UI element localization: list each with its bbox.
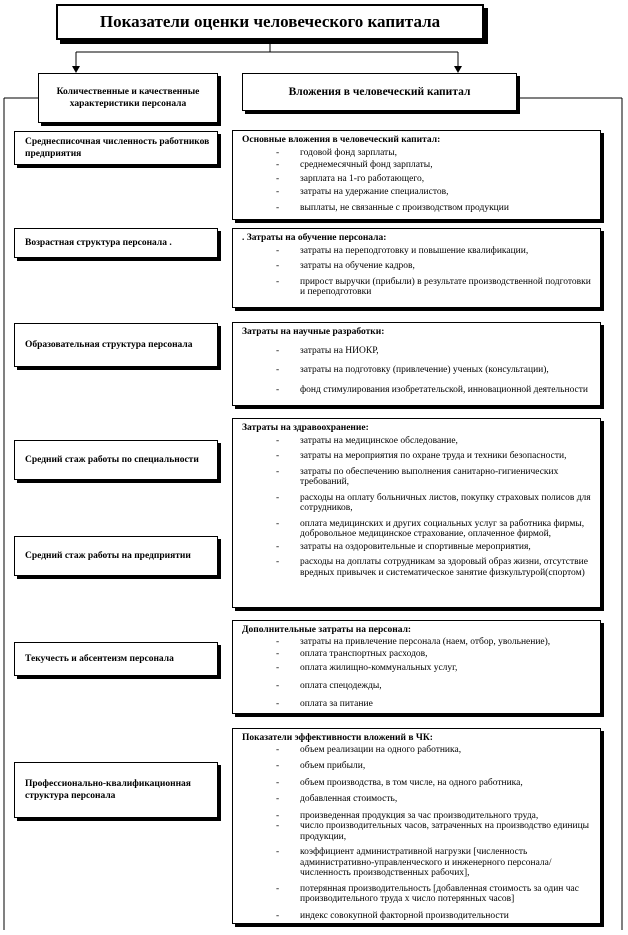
list-item: - расходы на доплаты сотрудникам за здоровый образ жизни, отсутствие вредных привычек и систематическое занятие физкультурой(спортом) xyxy=(242,557,594,578)
list-item: - оплата транспортных расходов, xyxy=(242,649,594,660)
list-item: - затраты на медицинское обследование, xyxy=(242,436,594,447)
section-header: Затраты на научные разработки: xyxy=(242,327,385,337)
section-header: Показатели эффективности вложений в ЧК: xyxy=(242,733,433,743)
list-item: - затраты на переподготовку и повышение квалификации, xyxy=(242,246,594,257)
list-item: - оплата спецодежды, xyxy=(242,681,594,692)
list-item: - среднемесячный фонд зарплаты, xyxy=(242,160,594,171)
list-item: - произведенная продукция за час производительного труда, xyxy=(242,811,594,822)
left-item-age-structure xyxy=(14,228,218,258)
diagram-title: Показатели оценки человеческого капитала xyxy=(56,4,484,40)
list-item: - коэффициент административной нагрузки [численность административно-управленческого и инженерного персонала/численность производственных рабочих], xyxy=(242,847,594,879)
list-item: - затраты на удержание специалистов, xyxy=(242,187,594,198)
list-item: - годовой фонд зарплаты, xyxy=(242,148,594,159)
left-item-label: Среднесписочная численность работников предприятия xyxy=(25,137,210,159)
section-header: Дополнительные затраты на персонал: xyxy=(242,625,412,635)
list-item: - затраты на подготовку (привлечение) ученых (консультации), xyxy=(242,365,594,376)
left-item-turnover xyxy=(14,642,218,676)
left-item-label: Профессионально-квалификационная структура персонала xyxy=(25,779,191,801)
list-item: - затраты на оздоровительные и спортивные мероприятия, xyxy=(242,542,594,553)
list-item: - прирост выручки (прибыли) в результате производственной подготовки и переподготовки xyxy=(242,277,594,298)
right-section-research-costs xyxy=(232,322,601,406)
left-item-label: Возрастная структура персонала . xyxy=(25,238,172,248)
right-section-healthcare-costs xyxy=(232,418,601,608)
list-item: - выплаты, не связанные с производством продукции xyxy=(242,203,594,214)
left-item-label: Средний стаж работы по специальности xyxy=(25,455,199,465)
list-item: - зарплата на 1-го работающего, xyxy=(242,174,594,185)
right-section-training-costs xyxy=(232,228,601,308)
section-header: Основные вложения в человеческий капитал: xyxy=(242,135,441,145)
list-item: - объем прибыли, xyxy=(242,761,594,772)
list-item: - индекс совокупной факторной производительности xyxy=(242,911,594,922)
list-item: - оплата за питание xyxy=(242,699,594,710)
list-item: - затраты по обеспечению выполнения санитарно-гигиенических требований, xyxy=(242,467,594,488)
left-item-education-structure xyxy=(14,323,218,367)
right-section-efficiency-indicators xyxy=(232,728,601,924)
section-header: . Затраты на обучение персонала: xyxy=(242,233,387,243)
list-item: - затраты на привлечение персонала (наем, отбор, увольнение), xyxy=(242,637,594,648)
left-column-header: Количественные и качественные характеристики персонала xyxy=(38,73,218,123)
left-item-label: Средний стаж работы на предприятии xyxy=(25,551,191,561)
section-header: Затраты на здравоохранение: xyxy=(242,423,369,433)
left-item-company-tenure xyxy=(14,536,218,576)
list-item: - добавленная стоимость, xyxy=(242,794,594,805)
list-item: - затраты на мероприятия по охране труда и техники безопасности, xyxy=(242,451,594,462)
list-item: - объем реализации на одного работника, xyxy=(242,745,594,756)
list-item: - потерянная производительность [добавленная стоимость за один час производительного труда х число потерянных часов] xyxy=(242,884,594,905)
list-item: - затраты на НИОКР, xyxy=(242,346,594,357)
list-item: - объем производства, в том числе, на одного работника, xyxy=(242,778,594,789)
list-item: - оплата жилищно-коммунальных услуг, xyxy=(242,663,594,674)
list-item: - расходы на оплату больничных листов, покупку страховых полисов для сотрудников, xyxy=(242,493,594,514)
right-column-header: Вложения в человеческий капитал xyxy=(242,73,517,111)
left-item-label: Текучесть и абсентеизм персонала xyxy=(25,654,174,664)
left-item-qualification-structure xyxy=(14,762,218,818)
list-item: - число производительных часов, затраченных на производство единицы продукции, xyxy=(242,821,594,842)
left-item-specialty-tenure xyxy=(14,440,218,480)
left-item-label: Образовательная структура персонала xyxy=(25,340,193,350)
list-item: - затраты на обучение кадров, xyxy=(242,261,594,272)
list-item: - фонд стимулирования изобретательской, инновационной деятельности xyxy=(242,385,594,396)
left-item-headcount xyxy=(14,131,218,165)
list-item: - оплата медицинских и других социальных услуг за работника фирмы, добровольное медицинское страхование, оплаченное фирмой, xyxy=(242,519,594,540)
right-section-basic-investments xyxy=(232,130,601,220)
right-section-additional-costs xyxy=(232,620,601,714)
